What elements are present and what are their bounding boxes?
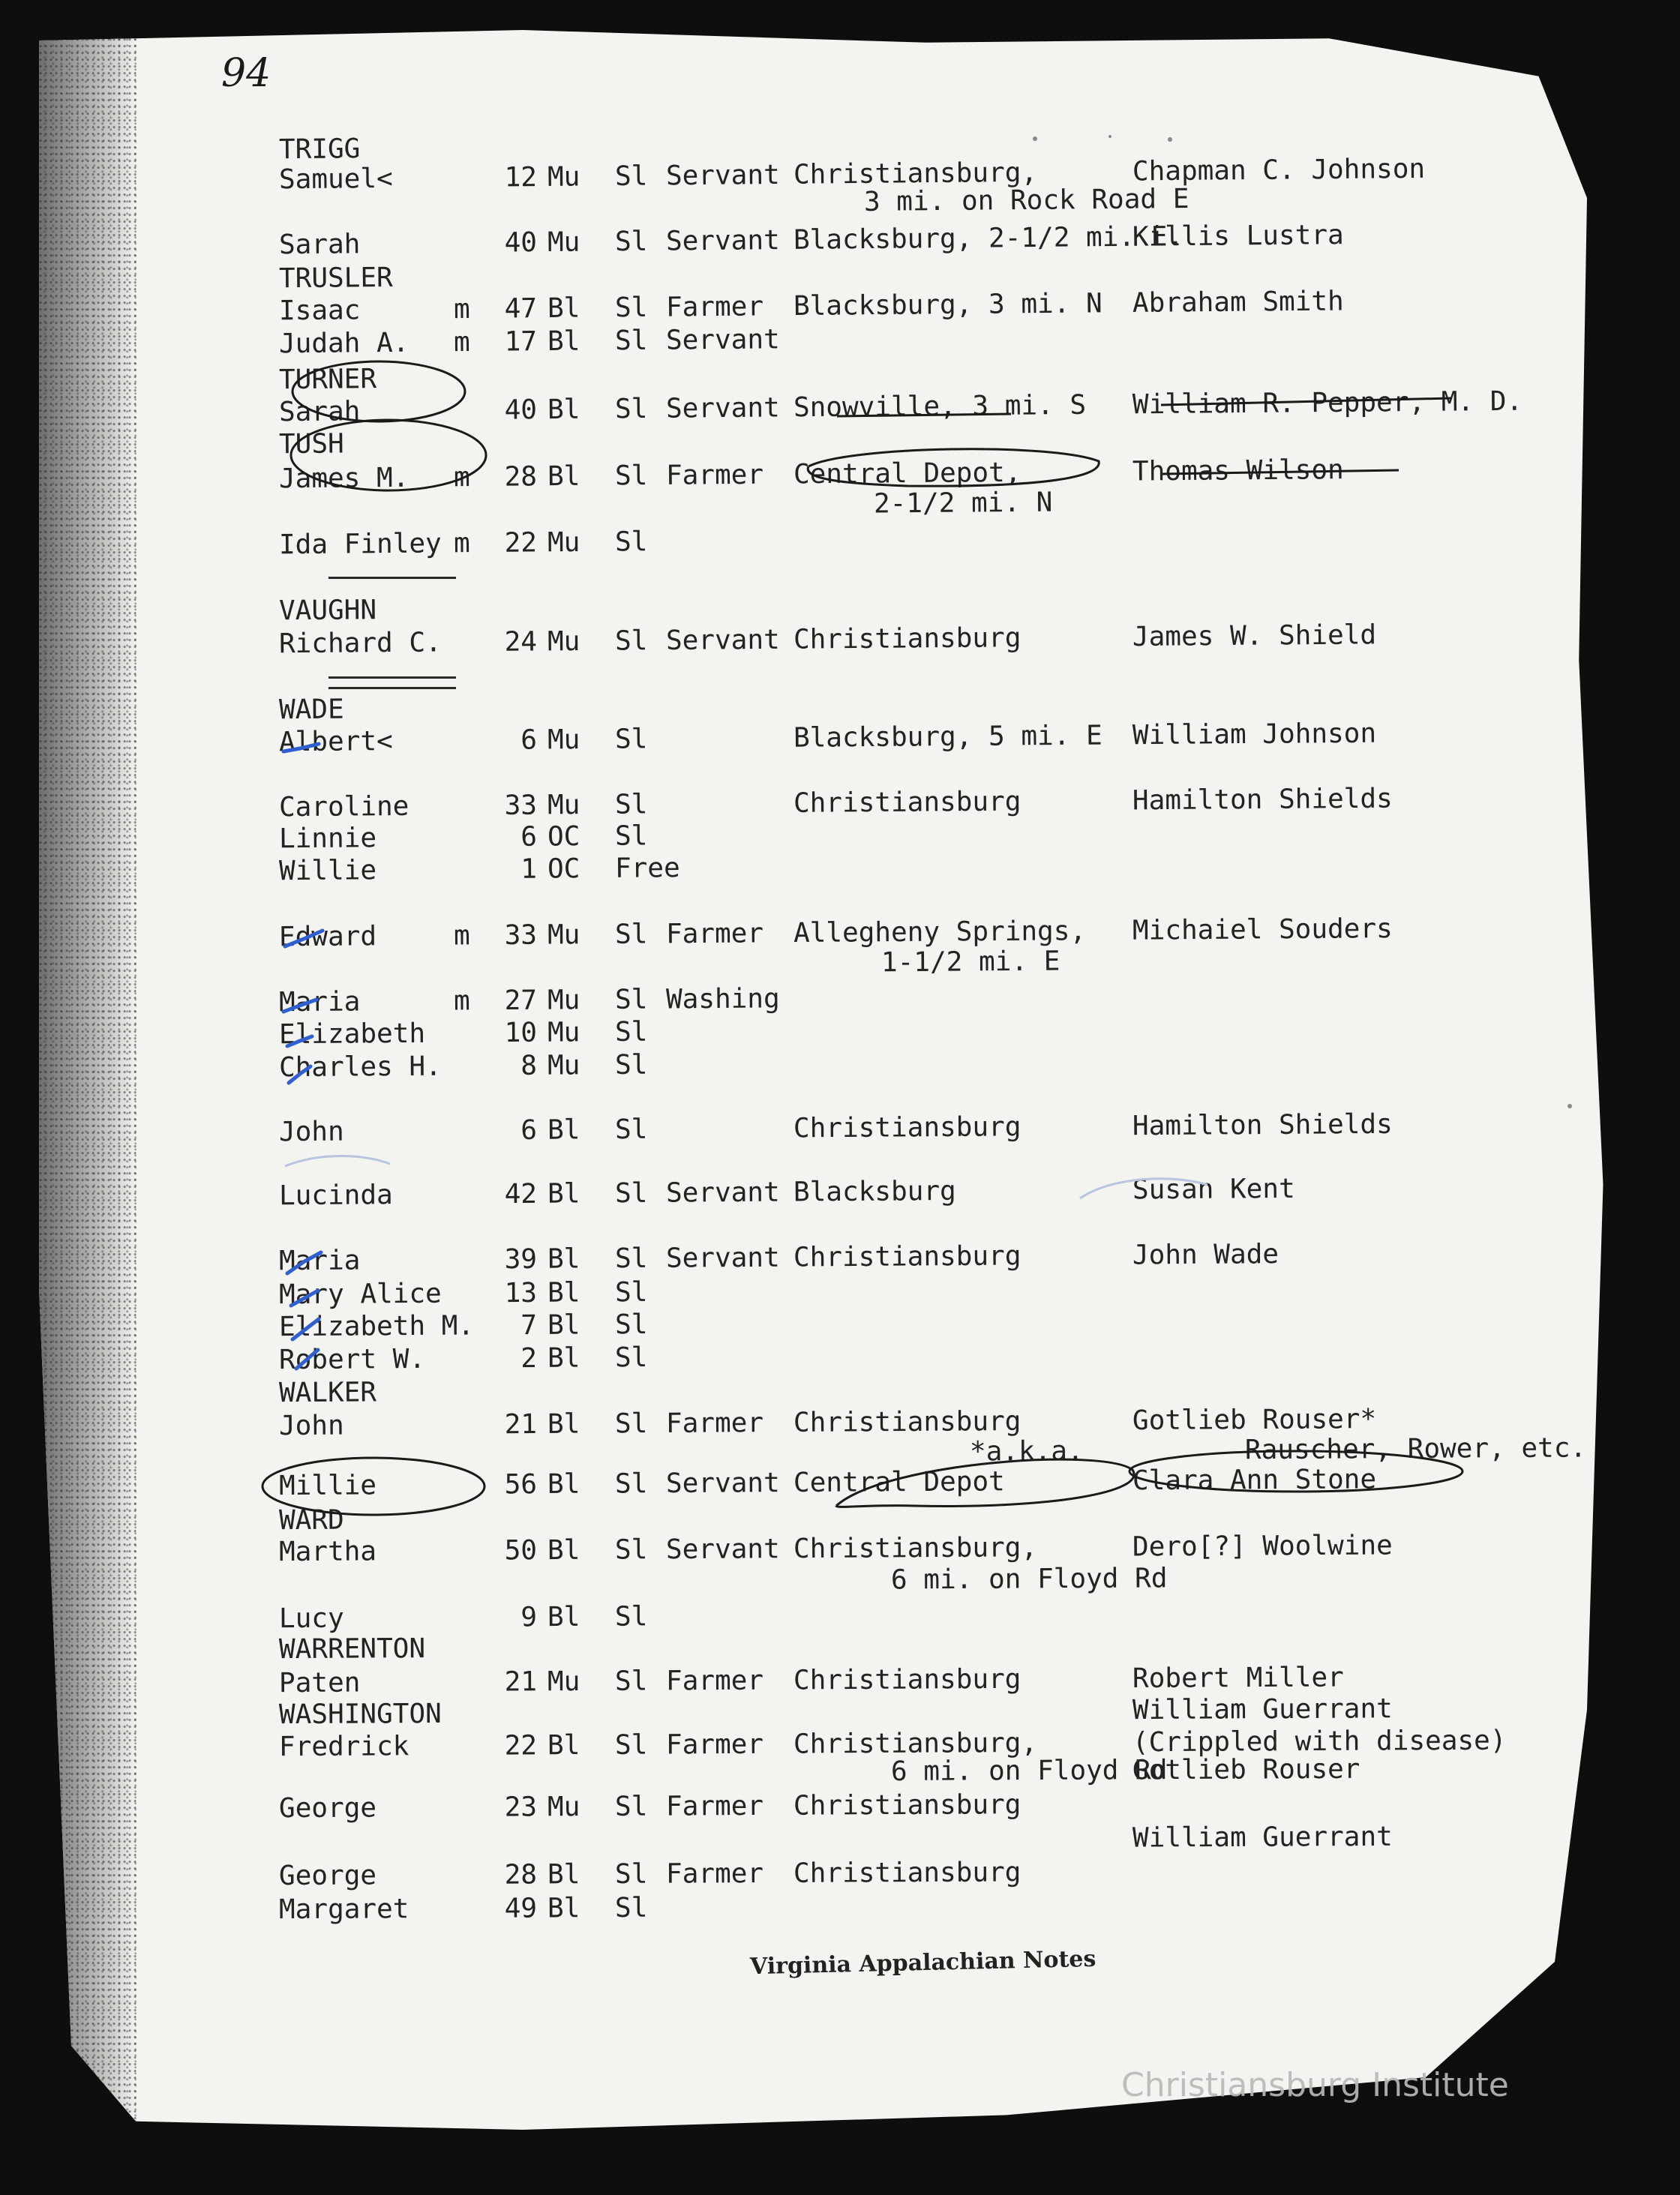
entry-location: Blacksburg: [793, 1175, 956, 1208]
entry-status: Sl: [614, 1534, 648, 1566]
entry-name: Sarah: [278, 396, 361, 428]
entry-name: WARD: [278, 1504, 344, 1537]
entry-race: Mu: [547, 1792, 580, 1823]
entry-race: OC: [547, 821, 580, 853]
entry-location: *a.k.a.: [969, 1435, 1084, 1468]
entry-race: Mu: [547, 1666, 580, 1698]
entry-race: Bl: [547, 1342, 580, 1374]
entry-age: [486, 592, 537, 593]
entry-location: 2-1/2 mi. N: [873, 487, 1053, 520]
entry-owner: James W. Shield: [1132, 619, 1377, 652]
entry-status: Sl: [614, 1114, 648, 1146]
entry-status: Sl: [614, 160, 648, 193]
entry-race: Mu: [547, 1017, 580, 1048]
footer-title: Virginia Appalachian Notes: [749, 1945, 1096, 1981]
entry-occupation: Servant: [665, 225, 780, 257]
entry-sex: m: [453, 293, 470, 325]
entry-location: Blacksburg, 2-1/2 mi. E.: [793, 221, 1184, 256]
entry-race: Mu: [547, 161, 580, 193]
entry-name: Charles H.: [278, 1051, 442, 1084]
entry-location: Snowville, 3 mi. S: [793, 389, 1087, 424]
entry-sex: m: [453, 326, 470, 358]
entry-location: Central Depot,: [793, 457, 1022, 490]
entry-age: 28: [504, 1859, 538, 1891]
entry-age: 27: [504, 985, 538, 1017]
entry-owner: Abraham Smith: [1132, 286, 1344, 319]
entry-status: Sl: [614, 1791, 648, 1822]
entry-status: Sl: [614, 919, 648, 950]
entry-status: Sl: [614, 393, 648, 425]
entry-status: Sl: [614, 460, 648, 492]
entry-age: [486, 426, 537, 427]
entry-age: 6: [520, 821, 538, 853]
entry-name: Martha: [278, 1536, 377, 1568]
entry-race: Bl: [547, 1534, 580, 1567]
entry-location: Christiansburg,: [793, 1532, 1038, 1565]
entry-name: Albert<: [278, 726, 393, 758]
section-separator-rule: [328, 676, 456, 679]
entry-age: [486, 691, 537, 692]
entry-status: Sl: [614, 625, 648, 657]
entry-age: 13: [504, 1277, 538, 1309]
entry-owner: William Guerrant: [1132, 1821, 1393, 1854]
entry-name: Ida Finley: [278, 528, 442, 561]
entry-sex: m: [453, 985, 470, 1017]
entry-status: Sl: [614, 1468, 648, 1500]
entry-owner: Clara Ann Stone: [1132, 1464, 1377, 1497]
entry-race: Mu: [547, 724, 580, 756]
entry-occupation: Servant: [665, 159, 780, 192]
entry-owner: John Wade: [1132, 1239, 1280, 1271]
entry-age: 22: [504, 527, 538, 559]
entry-age: [486, 260, 537, 261]
entry-age: 22: [504, 1730, 538, 1762]
entry-name: George: [278, 1792, 377, 1825]
entry-location: Christiansburg: [793, 786, 1022, 819]
entry-name: John: [278, 1116, 344, 1148]
entry-location: 3 mi. on Rock Road E: [863, 183, 1190, 217]
entry-occupation: Servant: [665, 324, 780, 356]
entry-status: Sl: [614, 226, 648, 258]
entry-name: Samuel<: [278, 163, 393, 196]
entry-name: Isaac: [278, 295, 361, 327]
entry-status: Sl: [614, 526, 648, 558]
entry-age: 21: [504, 1666, 538, 1698]
entry-race: Bl: [547, 325, 580, 358]
entry-race: Bl: [547, 1859, 580, 1891]
entry-name: TRIGG: [278, 133, 361, 166]
entry-race: Bl: [547, 1601, 580, 1633]
entry-race: Bl: [547, 1277, 580, 1309]
entry-name: Caroline: [278, 790, 410, 823]
entry-age: 6: [520, 724, 538, 756]
entry-occupation: Farmer: [665, 1858, 764, 1890]
entry-location: Blacksburg, 5 mi. E: [793, 720, 1102, 754]
entry-name: Fredrick: [278, 1731, 410, 1763]
entry-owner: William Guerrant: [1132, 1693, 1393, 1726]
entry-name: WALKER: [278, 1377, 377, 1409]
entry-race: Mu: [547, 790, 580, 821]
entry-race: Bl: [547, 1730, 580, 1762]
entry-status: Sl: [614, 1177, 648, 1210]
entry-race: Bl: [547, 1468, 580, 1501]
entry-status: Sl: [614, 1342, 648, 1374]
entry-occupation: Servant: [665, 392, 780, 424]
entry-race: Bl: [547, 292, 580, 325]
entry-sex: m: [453, 920, 470, 952]
entry-age: 1: [520, 853, 538, 885]
entry-status: Sl: [614, 724, 648, 755]
entry-name: TURNER: [278, 364, 377, 396]
entry-name: Sarah: [278, 229, 361, 261]
entry-age: [486, 949, 537, 950]
entry-name: Maria: [278, 1245, 361, 1277]
entry-age: 28: [504, 461, 538, 493]
entry-name: Maria: [278, 986, 361, 1018]
entry-race: Mu: [547, 226, 580, 258]
entry-location: Christiansburg,: [793, 157, 1038, 190]
entry-occupation: Farmer: [665, 1790, 764, 1822]
entry-status: Sl: [614, 292, 648, 324]
entry-occupation: Farmer: [665, 918, 764, 950]
entry-age: [486, 361, 537, 362]
entry-owner: Robert Miller: [1132, 1662, 1344, 1694]
entry-owner: Gotlieb Rouser*: [1132, 1404, 1377, 1437]
entry-name: Elizabeth M.: [278, 1310, 475, 1343]
entry-status: Sl: [614, 789, 648, 820]
entry-status: Sl: [614, 325, 648, 357]
entry-status: Free: [614, 853, 680, 884]
entry-owner: Hamilton Shields: [1132, 783, 1393, 817]
entry-name: VAUGHN: [278, 595, 377, 627]
entry-age: 40: [504, 394, 538, 426]
entry-age: 50: [504, 1535, 538, 1567]
entry-race: Bl: [547, 1114, 580, 1146]
entry-owner: Susan Kent: [1132, 1173, 1295, 1206]
entry-status: Sl: [614, 1243, 648, 1275]
entry-name: Margaret: [278, 1894, 410, 1926]
entry-occupation: Washing: [665, 983, 780, 1015]
entry-age: 10: [504, 1017, 538, 1049]
entry-owner: Killis Lustra: [1132, 220, 1344, 253]
page-number: 94: [221, 51, 272, 96]
entry-age: 21: [504, 1409, 538, 1441]
entry-owner: Rauscher, Rower, etc.: [1244, 1432, 1587, 1466]
entry-name: Lucinda: [278, 1180, 393, 1212]
entry-race: Bl: [547, 1243, 580, 1275]
entry-name: Mary Alice: [278, 1278, 442, 1311]
entry-race: Bl: [547, 1408, 580, 1440]
entry-name: TRUSLER: [278, 262, 393, 295]
entry-race: Mu: [547, 526, 580, 559]
entry-race: Bl: [547, 460, 580, 493]
entry-status: Sl: [614, 1892, 648, 1924]
entry-location: Blacksburg, 3 mi. N: [793, 288, 1102, 322]
entry-location: Allegheny Springs,: [793, 916, 1087, 949]
entry-age: [486, 189, 537, 190]
entry-age: 33: [504, 919, 538, 951]
entry-owner: Dero[?] Woolwine: [1132, 1530, 1393, 1563]
entry-location: Christiansburg: [793, 622, 1022, 655]
entry-name: Robert W.: [278, 1343, 426, 1376]
entry-race: Mu: [547, 1050, 580, 1081]
entry-status: Sl: [614, 1276, 648, 1309]
entry-owner: William R. Pepper, M. D.: [1132, 385, 1523, 421]
entry-name: Judah A.: [278, 327, 410, 360]
entry-location: Christiansburg: [793, 1857, 1022, 1889]
entry-name: TUSH: [278, 428, 344, 460]
entry-location: Christiansburg,: [793, 1727, 1038, 1760]
entry-location: 6 mi. on Floyd Rd: [890, 1755, 1168, 1787]
entry-race: Mu: [547, 919, 580, 951]
entry-name: George: [278, 1860, 377, 1892]
section-separator-rule: [328, 577, 456, 579]
entry-status: Sl: [614, 1016, 648, 1048]
entry-occupation: Farmer: [665, 1665, 764, 1697]
entry-occupation: Servant: [665, 1534, 780, 1566]
entry-location: Christiansburg: [793, 1789, 1022, 1822]
entry-occupation: Farmer: [665, 1729, 764, 1761]
entry-owner: Thomas Wilson: [1132, 454, 1344, 487]
entry-age: [486, 490, 537, 491]
entry-age: 23: [504, 1792, 538, 1823]
entry-location: 6 mi. on Floyd Rd: [890, 1563, 1168, 1596]
entry-name: Millie: [278, 1470, 377, 1502]
entry-age: 47: [504, 293, 538, 325]
entry-age: 39: [504, 1243, 538, 1276]
entry-location: Central Depot: [793, 1466, 1005, 1499]
entry-age: 49: [504, 1893, 538, 1924]
entry-age: 24: [504, 626, 538, 658]
entry-race: Bl: [547, 394, 580, 426]
entry-name: Elizabeth: [278, 1018, 426, 1051]
entry-age: [486, 131, 537, 132]
entry-age: 40: [504, 227, 538, 259]
entry-owner: (Crippled with disease): [1132, 1725, 1507, 1759]
entry-occupation: Servant: [665, 1468, 780, 1500]
entry-race: Bl: [547, 1893, 580, 1924]
watermark: Christiansburg Institute: [1121, 2066, 1509, 2104]
entry-occupation: Servant: [665, 1177, 780, 1209]
entry-location: Christiansburg: [793, 1111, 1022, 1144]
entry-occupation: Farmer: [665, 291, 764, 323]
entry-status: Sl: [614, 1858, 648, 1890]
entry-name: Willie: [278, 855, 377, 887]
entry-name: WARRENTON: [278, 1633, 426, 1666]
entry-name: James M.: [278, 462, 410, 495]
entry-owner: Gotlieb Rouser: [1132, 1753, 1360, 1786]
entry-location: Christiansburg: [793, 1663, 1022, 1696]
entry-owner: William Johnson: [1132, 718, 1377, 751]
entry-sex: m: [453, 462, 470, 493]
entry-location: Christiansburg: [793, 1240, 1022, 1273]
entry-sex: m: [453, 528, 470, 559]
entry-name: WADE: [278, 694, 344, 726]
entry-age: 7: [520, 1309, 538, 1342]
entry-status: Sl: [614, 1049, 648, 1081]
entry-race: OC: [547, 853, 580, 885]
section-separator-rule: [328, 687, 456, 689]
entry-age: 6: [520, 1114, 538, 1146]
entry-age: 56: [504, 1469, 538, 1501]
entry-owner: Michaiel Souders: [1132, 913, 1393, 946]
entry-status: Sl: [614, 820, 648, 852]
entry-status: Sl: [614, 1408, 648, 1440]
entry-age: 33: [504, 790, 538, 821]
entry-status: Sl: [614, 1601, 648, 1633]
entry-occupation: Farmer: [665, 459, 764, 491]
entry-occupation: Servant: [665, 624, 780, 657]
entry-name: John: [278, 1410, 344, 1442]
entry-location: 1-1/2 mi. E: [880, 946, 1060, 979]
entry-race: Bl: [547, 1178, 580, 1210]
entry-age: 17: [504, 326, 538, 358]
entry-occupation: Servant: [665, 1242, 780, 1274]
entry-race: Mu: [547, 985, 580, 1016]
entry-occupation: Farmer: [665, 1408, 764, 1439]
entry-location: Christiansburg: [793, 1405, 1022, 1438]
entry-age: 9: [520, 1602, 538, 1633]
entry-status: Sl: [614, 1729, 648, 1761]
entry-age: 12: [504, 162, 538, 193]
entry-name: Edward: [278, 921, 377, 953]
entry-race: Bl: [547, 1309, 580, 1341]
entry-owner: Hamilton Shields: [1132, 1108, 1393, 1142]
entry-name: WASHINGTON: [278, 1698, 442, 1731]
entry-name: Lucy: [278, 1603, 344, 1635]
entry-age: 8: [520, 1050, 538, 1081]
entry-status: Sl: [614, 984, 648, 1015]
entry-age: 42: [504, 1178, 538, 1210]
entry-name: Richard C.: [278, 627, 442, 660]
entry-name: Linnie: [278, 823, 377, 855]
entry-name: Paten: [278, 1667, 361, 1699]
entry-race: Mu: [547, 625, 580, 658]
entry-status: Sl: [614, 1666, 648, 1697]
entry-status: Sl: [614, 1309, 648, 1341]
entry-age: 2: [520, 1342, 538, 1375]
entry-owner: Chapman C. Johnson: [1132, 153, 1426, 187]
